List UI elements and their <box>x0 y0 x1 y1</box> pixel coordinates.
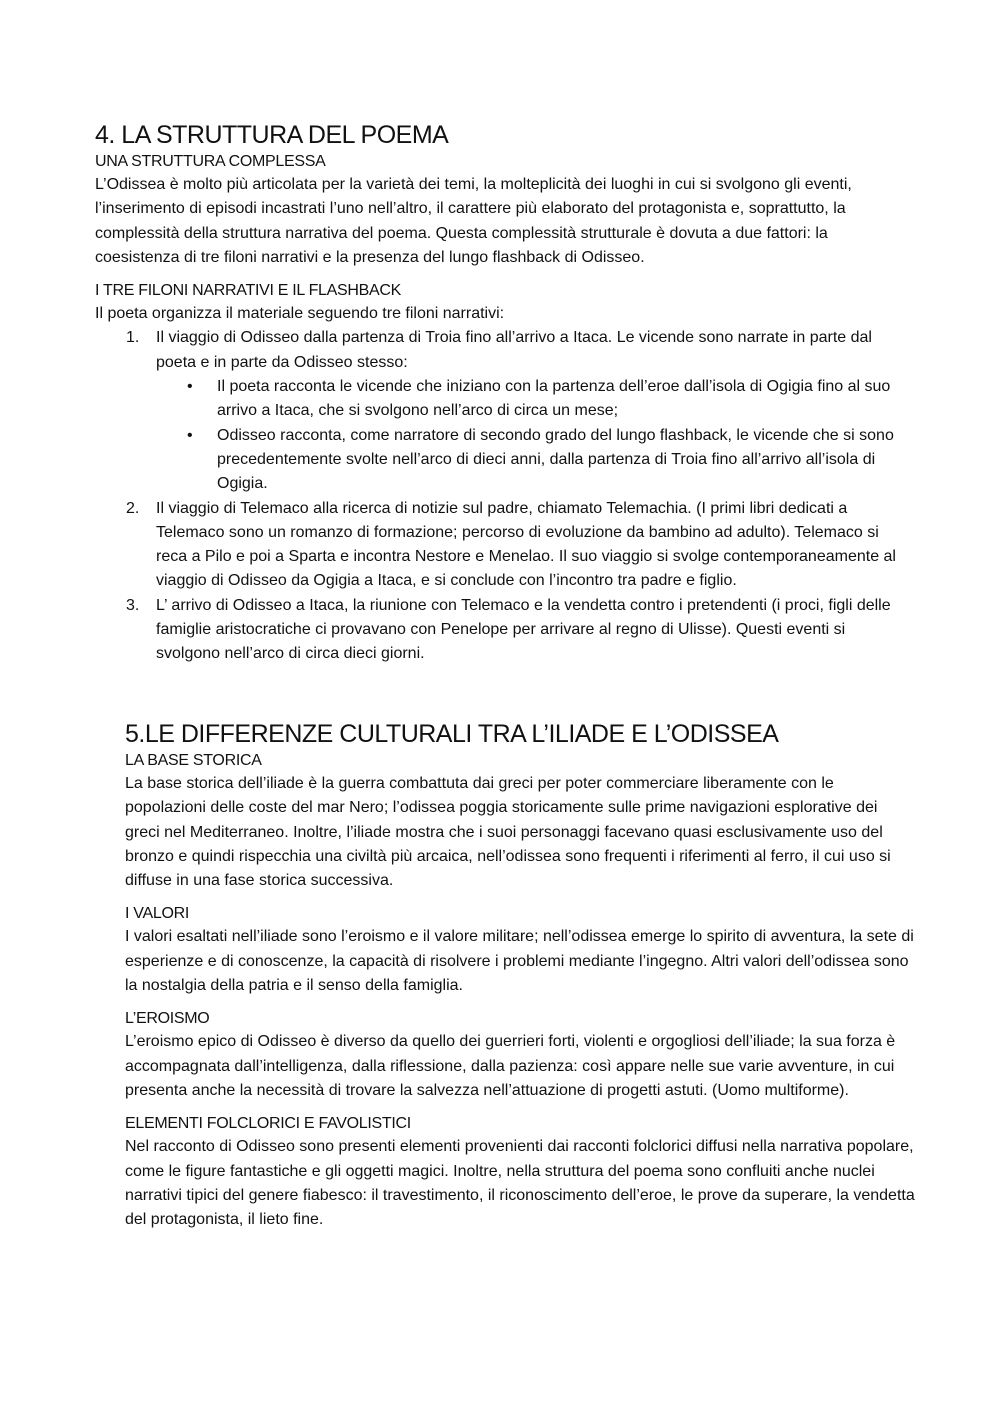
list-number: 1. <box>126 329 140 347</box>
heading-filoni-narrativi: I TRE FILONI NARRATIVI E IL FLASHBACK <box>95 282 402 300</box>
bullet-text: Odisseo racconta, come narratore di secondo grado del lungo flashback, le vicende che si sono precedentemente svolte nell’arco di dieci anni, dalla partenza di Troia fino all’arrivo all’isola di Ogigia. <box>217 426 894 493</box>
heading-valori: I VALORI <box>125 905 189 923</box>
section-4 <box>95 119 910 667</box>
section-5 <box>125 718 915 1232</box>
list-item <box>95 594 910 667</box>
section-5-title: 5.LE DIFFERENZE CULTURALI TRA L’ILIADE E L’ODISSEA <box>125 720 779 748</box>
list-item <box>95 326 910 496</box>
heading-struttura-complessa: UNA STRUTTURA COMPLESSA <box>95 153 326 170</box>
heading-base-storica: LA BASE STORICA <box>125 752 262 769</box>
paragraph-base-storica: La base storica dell’iliade è la guerra combattuta dai greci per poter commerciare liberamente con le popolazioni delle coste del mar Nero; l’odissea poggia storicamente sulle prime navigazioni esplorative dei greci nel Mediterraneo. Inoltre, l’iliade mostra che i suoi personaggi facevano quasi esclusivamente uso del bronzo e quindi rispecchia una civiltà più arcaica, nell’odissea sono frequenti i riferimenti al ferro, il cui uso si diffuse in una fase storica successiva. <box>125 775 891 890</box>
paragraph-filoni-intro: Il poeta organizza il materiale seguendo tre filoni narrativi: <box>95 305 505 323</box>
bullet-icon: • <box>187 378 193 396</box>
paragraph-struttura-complessa: L’Odissea è molto più articolata per la varietà dei temi, la molteplicità dei luoghi in cui si svolgono gli eventi, l’inserimento di episodi incastrati l’uno nell’altro, il carattere più elaborato del protagonista e, soprattutto, la complessità della struttura narrativa del poema. Questa complessità strutturale è dovuta a due fattori: la coesistenza di tre filoni narrativi e la presenza del lungo flashback di Odisseo. <box>95 176 852 266</box>
bullet-list <box>156 375 910 496</box>
heading-eroismo: L’EROISMO <box>125 1010 210 1028</box>
paragraph-valori: I valori esaltati nell’iliade sono l’eroismo e il valore militare; nell’odissea emerge lo spirito di avventura, la sete di esperienze e di conoscenze, la capacità di risolvere i problemi mediante l’ingegno. Altri valori dell’odissea sono la nostalgia della patria e il senso della famiglia. <box>125 928 914 995</box>
list-number: 2. <box>126 499 140 517</box>
numbered-list <box>95 326 910 666</box>
list-item-text: Il viaggio di Odisseo dalla partenza di Troia fino all’arrivo a Itaca. Le vicende sono narrate in parte dal poeta e in parte da Odisseo stesso: <box>156 329 872 371</box>
section-4-title: 4. LA STRUTTURA DEL POEMA <box>95 121 449 149</box>
paragraph-eroismo: L’eroismo epico di Odisseo è diverso da quello dei guerrieri forti, violenti e orgogliosi dell’iliade; la sua forza è accompagnata dall’intelligenza, dalla riflessione, dalla pazienza: così appare nelle sue varie avventure, in cui presenta anche la necessità di trovare la salvezza nell’attuazione di progetti astuti. (Uomo multiforme). <box>125 1033 896 1099</box>
bullet-item <box>156 424 910 497</box>
list-number: 3. <box>126 596 140 614</box>
bullet-item <box>156 375 910 424</box>
list-item-text: Il viaggio di Telemaco alla ricerca di notizie sul padre, chiamato Telemachia. (I primi libri dedicati a Telemaco sono un romanzo di formazione; percorso di evoluzione da bambino ad adulto). Telemaco si reca a Pilo e poi a Sparta e incontra Nestore e Menelao. Il suo viaggio si svolge contemporaneamente al viaggio di Odisseo da Ogigia a Itaca, e si conclude con l’incontro tra padre e figlio. <box>156 499 896 590</box>
heading-elementi-folclorici: ELEMENTI FOLCLORICI E FAVOLISTICI <box>125 1115 411 1133</box>
bullet-text: Il poeta racconta le vicende che iniziano con la partenza dell’eroe dall’isola di Ogigia fino al suo arrivo a Itaca, che si svolgono nell’arco di circa un mese; <box>217 378 891 420</box>
bullet-icon: • <box>187 426 193 444</box>
list-item-text: L’ arrivo di Odisseo a Itaca, la riunione con Telemaco e la vendetta contro i pretendenti (i proci, figli delle famiglie aristocratiche ci provavano con Penelope per arrivare al regno di Ulisse). Questi eventi si svolgono nell’arco di circa dieci giorni. <box>156 596 891 663</box>
paragraph-elementi-folclorici: Nel racconto di Odisseo sono presenti elementi provenienti dai racconti folclorici diffusi nella narrativa popolare, come le figure fantastiche e gli oggetti magici. Inoltre, nella struttura del poema sono confluiti anche nuclei narrativi tipici del genere fiabesco: il travestimento, il riconoscimento dell’eroe, le prove da superare, la vendetta del protagonista, il lieto fine. <box>125 1138 915 1229</box>
list-item <box>95 497 910 594</box>
